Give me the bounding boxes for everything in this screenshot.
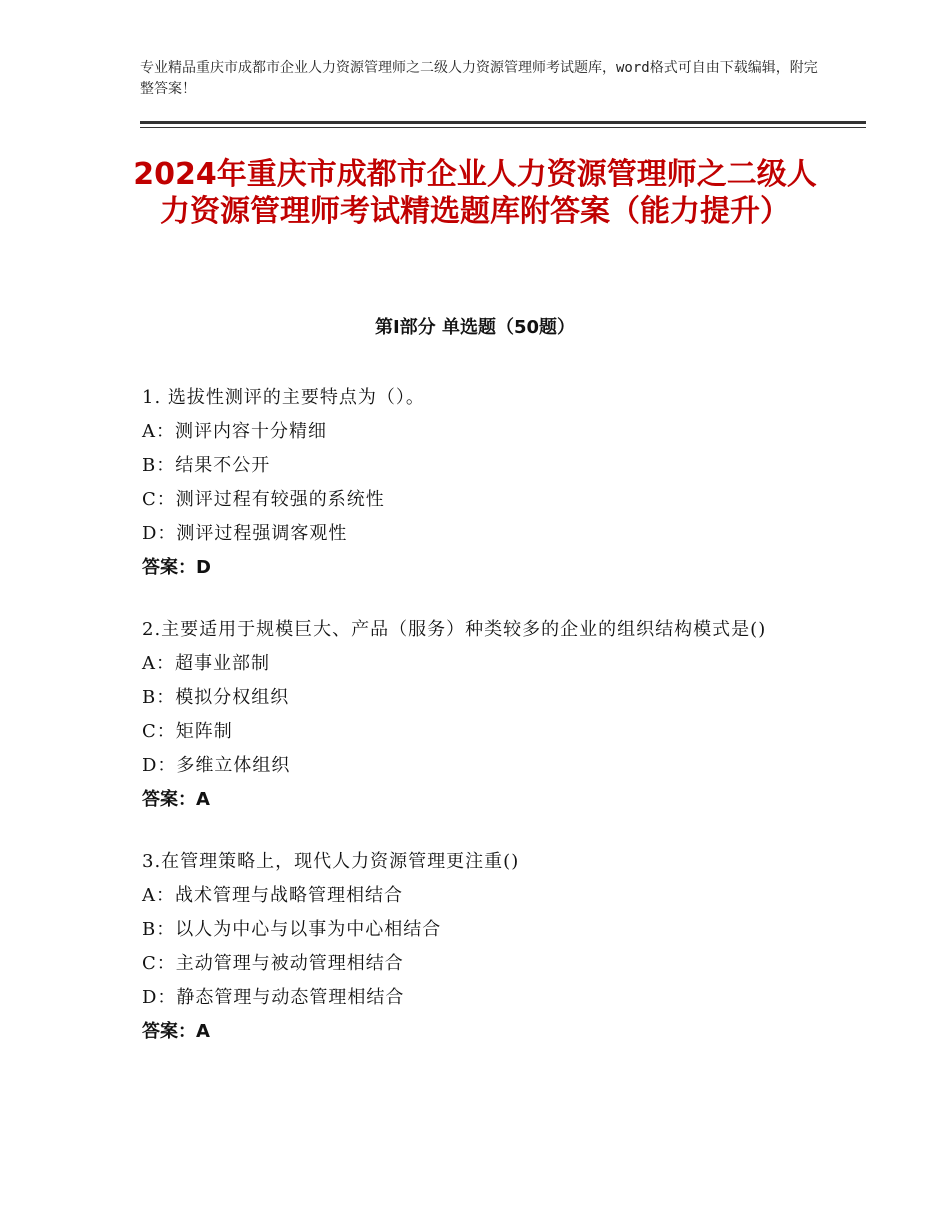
question-stem: 3.在管理策略上，现代人力资源管理更注重() xyxy=(142,851,520,872)
option-a: A：战术管理与战略管理相结合 xyxy=(142,885,403,906)
section-title: 第Ⅰ部分 单选题（50题） xyxy=(374,317,575,338)
document-title: 2024年重庆市成都市企业人力资源管理师之二级人力资源管理师考试精选题库附答案（能力提升） xyxy=(133,157,817,229)
option-c: C：主动管理与被动管理相结合 xyxy=(142,953,404,974)
option-b: B：以人为中心与以事为中心相结合 xyxy=(142,919,442,940)
answer: 答案：D xyxy=(142,557,211,578)
option-a: A：超事业部制 xyxy=(142,653,270,674)
option-d: D：静态管理与动态管理相结合 xyxy=(142,987,405,1008)
question-2 xyxy=(142,613,822,817)
option-a: A：测评内容十分精细 xyxy=(142,421,327,442)
question-stem: 2.主要适用于规模巨大、产品（服务）种类较多的企业的组织结构模式是() xyxy=(142,619,767,640)
option-b: B：结果不公开 xyxy=(142,455,271,476)
option-d: D：多维立体组织 xyxy=(142,755,291,776)
option-c: C：测评过程有较强的系统性 xyxy=(142,489,385,510)
question-1 xyxy=(142,381,822,585)
question-3 xyxy=(142,845,822,1049)
header-note: 专业精品重庆市成都市企业人力资源管理师之二级人力资源管理师考试题库，word格式可自由下载编辑，附完整答案！ xyxy=(140,60,818,97)
question-list xyxy=(142,381,822,1077)
option-b: B：模拟分权组织 xyxy=(142,687,290,708)
option-c: C：矩阵制 xyxy=(142,721,233,742)
header-divider-thin xyxy=(140,127,866,128)
question-stem: 1. 选拔性测评的主要特点为（）。 xyxy=(142,387,425,408)
header-divider-thick xyxy=(140,121,866,124)
option-d: D：测评过程强调客观性 xyxy=(142,523,348,544)
answer: 答案：A xyxy=(142,789,210,810)
answer: 答案：A xyxy=(142,1021,210,1042)
